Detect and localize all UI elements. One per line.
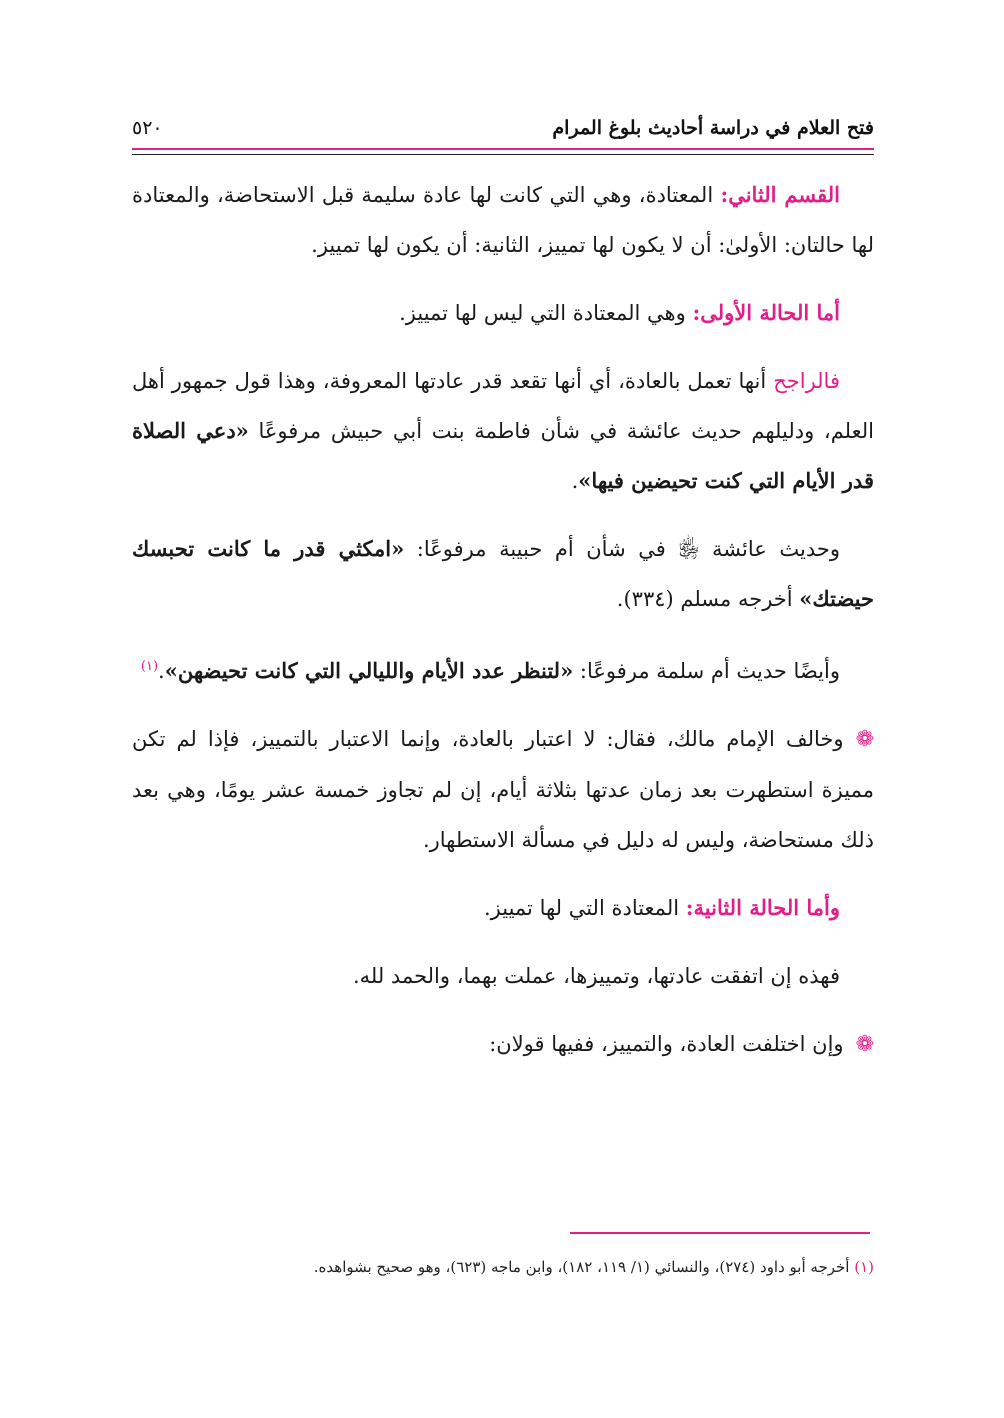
paragraph-disagreement xyxy=(132,1019,874,1070)
paragraph-end: . xyxy=(158,659,165,683)
flower-ornament-icon: ❁ xyxy=(855,727,874,752)
paragraph-text: وهي المعتادة التي ليس لها تمييز. xyxy=(399,301,693,325)
paragraph-umm-salama-hadith xyxy=(132,642,874,696)
running-header xyxy=(132,112,874,144)
paragraph-text: أنها تعمل بالعادة، أي أنها تقعد قدر عادتها المعروفة، وهذا قول جمهور أهل العلم، ودليلهم حديث عائشة في شأن فاطمة بنت أبي حبيش مرفوعًا xyxy=(132,369,874,443)
paragraph-text: المعتادة، وهي التي كانت لها عادة سليمة قبل الاستحاضة، والمعتادة لها حالتان: الأولىٰ: أن لا يكون لها تمييز، الثانية: أن يكون لها تمييز. xyxy=(132,183,874,257)
paragraph-preferred-view xyxy=(132,356,874,506)
footnote-text: أخرجه أبو داود (٢٧٤)، والنسائي (١/ ١١٩، ١٨٢)، وابن ماجه (٦٢٣)، وهو صحيح بشواهده. xyxy=(313,1258,855,1276)
main-text xyxy=(132,170,874,1088)
flower-ornament-icon: ❁ xyxy=(855,1032,874,1057)
paragraph-text: وإن اختلفت العادة، والتمييز، ففيها قولان: xyxy=(489,1032,844,1056)
paragraph-malik-view xyxy=(132,714,874,865)
paragraph-text: فهذه إن اتفقت عادتها، وتمييزها، عملت بهما، والحمد لله. xyxy=(352,964,840,988)
paragraph-section-two xyxy=(132,170,874,270)
paragraph-text: وخالف الإمام مالك، فقال: لا اعتبار بالعادة، وإنما الاعتبار بالتمييز، فإذا لم تكن مميزة استطهرت بعد زمان عدتها بثلاثة أيام، إن لم تجاوز خمسة عشر يومًا، وهي بعد ذلك مستحاضة، وليس له دليل في مسألة الاستطهار. xyxy=(132,727,874,852)
page-number: ٥٢٠ xyxy=(132,117,163,139)
paragraph-text: وأيضًا حديث أم سلمة مرفوعًا: xyxy=(573,659,840,683)
preferred-label: فالراجح xyxy=(773,369,840,393)
paragraph-case-one xyxy=(132,288,874,338)
case-one-label: أما الحالة الأولى: xyxy=(692,300,840,325)
footnote-number: (١) xyxy=(854,1258,874,1276)
paragraph-aisha-hadith xyxy=(132,524,874,624)
section-label: القسم الثاني: xyxy=(720,182,841,207)
hadith-quote: «لتنظر عدد الأيام والليالي التي كانت تحيضهن» xyxy=(164,658,574,683)
paragraph-text: المعتادة التي لها تمييز. xyxy=(483,896,686,920)
paragraph-agreement xyxy=(132,951,874,1001)
paragraph-case-two xyxy=(132,883,874,933)
footnote xyxy=(132,1258,874,1276)
header-rule-pink xyxy=(132,148,874,150)
footnote-rule xyxy=(570,1232,870,1234)
case-two-label: وأما الحالة الثانية: xyxy=(685,895,840,920)
paragraph-end: . xyxy=(571,469,579,493)
header-rule-black xyxy=(132,154,874,155)
hadith-quote: «دعي الصلاة قدر الأيام التي كنت تحيضين فيها» xyxy=(132,418,874,493)
footnote-ref: (١) xyxy=(140,659,159,674)
paragraph-text: وحديث عائشة ﵂ في شأن أم حبيبة مرفوعًا: xyxy=(404,537,840,561)
hadith-quote: «امكثي قدر ما كانت تحبسك حيضتك» xyxy=(132,536,874,611)
paragraph-end: أخرجه مسلم (٣٣٤). xyxy=(616,587,800,611)
book-title: فتح العلام في دراسة أحاديث بلوغ المرام xyxy=(552,117,874,139)
